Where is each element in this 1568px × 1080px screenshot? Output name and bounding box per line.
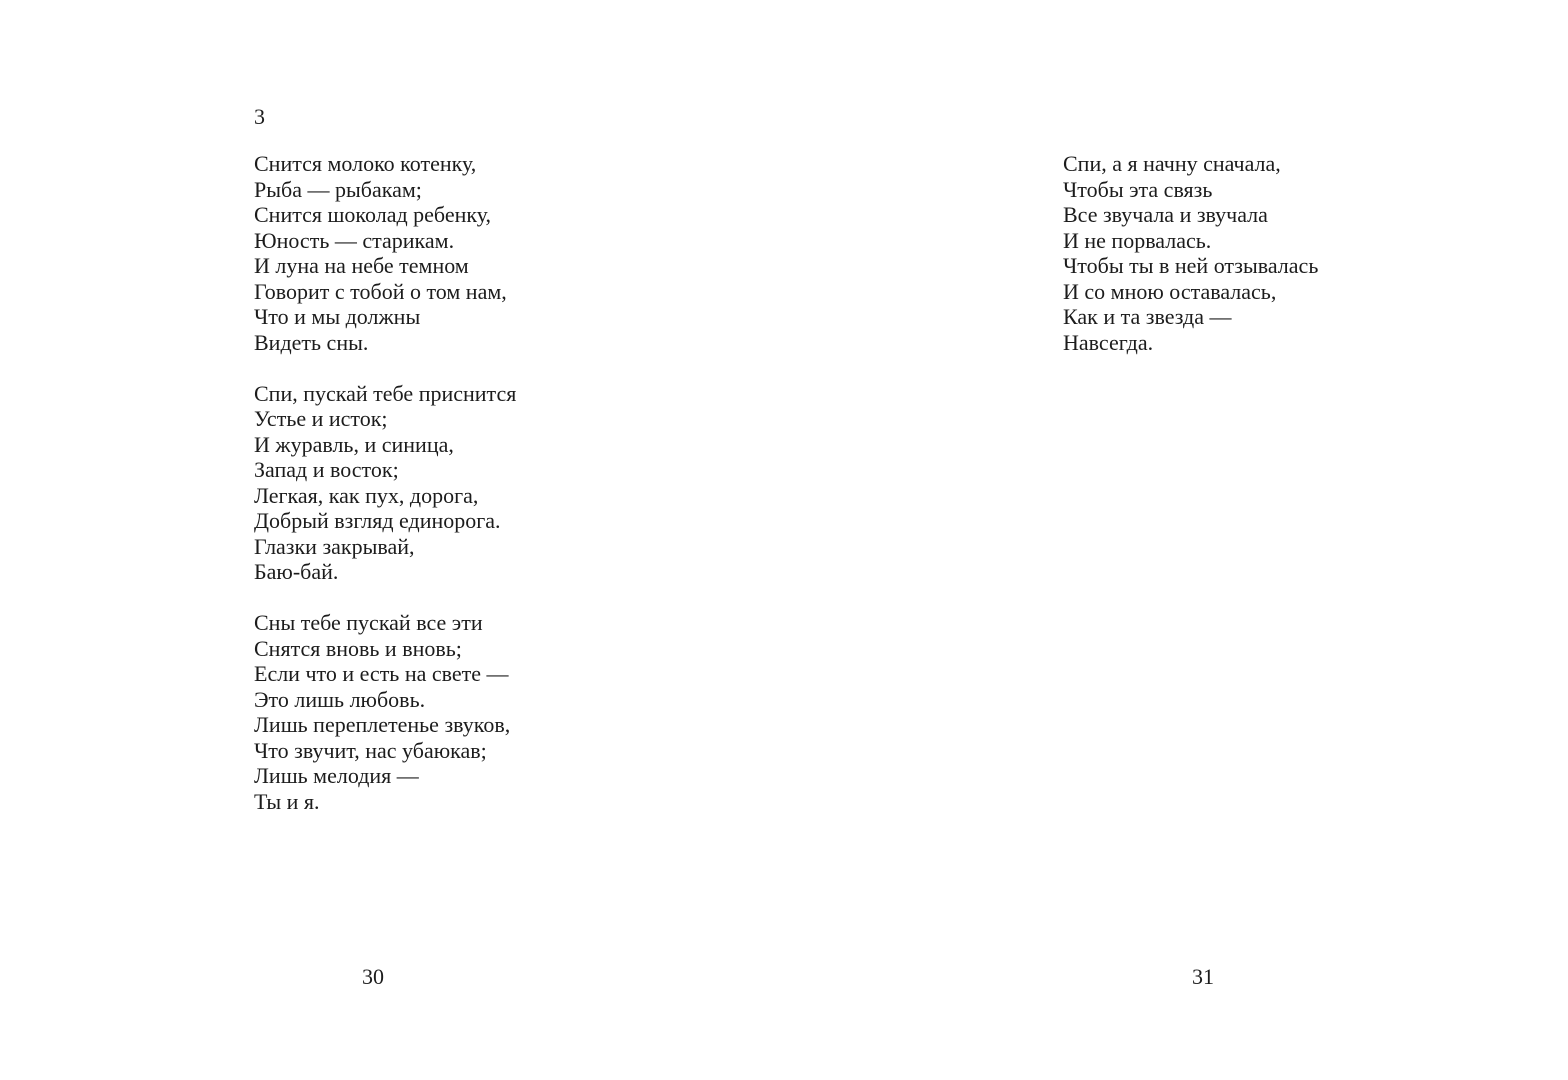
poem-line: Это лишь любовь. bbox=[254, 686, 426, 712]
poem-line: И журавль, и синица, bbox=[254, 431, 454, 457]
poem-line: Сны тебе пускай все эти bbox=[254, 610, 483, 635]
poem-line: Лишь мелодия — bbox=[254, 763, 419, 788]
poem-line: Ты и я. bbox=[254, 788, 320, 814]
poem-line: Добрый взгляд единорога. bbox=[254, 508, 501, 533]
poem-number: 3 bbox=[254, 104, 265, 129]
right-page bbox=[784, 0, 1568, 1080]
poem-line: Говорит с тобой о том нам, bbox=[254, 278, 507, 304]
poem-line: Баю-бай. bbox=[254, 559, 339, 584]
poem-line: Спи, пускай тебе приснится bbox=[254, 380, 517, 406]
page-number: 31 bbox=[1192, 964, 1214, 989]
poem-line: Все звучала и звучала bbox=[1063, 202, 1268, 227]
poem-line: Снятся вновь и вновь; bbox=[254, 635, 462, 661]
poem-line: Что и мы должны bbox=[254, 304, 421, 329]
poem-line: Глазки закрывай, bbox=[254, 533, 415, 559]
poem-line: Юность — старикам. bbox=[254, 227, 455, 253]
poem-line: И луна на небе темном bbox=[254, 253, 469, 278]
poem-line: Видеть сны. bbox=[254, 329, 369, 355]
poem-line: И со мною оставалась, bbox=[1063, 278, 1277, 304]
poem-line: Снится шоколад ребенку, bbox=[254, 202, 492, 227]
poem-line: Запад и восток; bbox=[254, 457, 399, 482]
poem-line: И не порвалась. bbox=[1063, 227, 1212, 253]
poem-line: Рыба — рыбакам; bbox=[254, 176, 422, 202]
poem-line: Лишь переплетенье звуков, bbox=[254, 712, 511, 737]
stanza bbox=[254, 151, 516, 355]
poem-line: Снится молоко котенку, bbox=[254, 151, 477, 176]
poem-text-right bbox=[1063, 151, 1318, 381]
stanza bbox=[254, 610, 516, 814]
poem-line: Что звучит, нас убаюкав; bbox=[254, 737, 487, 763]
poem-line: Спи, а я начну сначала, bbox=[1063, 151, 1281, 176]
poem-line: Чтобы эта связь bbox=[1063, 176, 1213, 202]
stanza bbox=[1063, 151, 1318, 355]
poem-line: Как и та звезда — bbox=[1063, 304, 1232, 329]
poem-line: Устье и исток; bbox=[254, 406, 388, 431]
poem-line: Легкая, как пух, дорога, bbox=[254, 482, 479, 508]
poem-text-left bbox=[254, 151, 516, 840]
stanza bbox=[254, 381, 516, 585]
poem-line: Если что и есть на свете — bbox=[254, 661, 509, 686]
poem-line: Чтобы ты в ней отзывалась bbox=[1063, 253, 1319, 278]
page-number: 30 bbox=[362, 964, 384, 989]
poem-line: Навсегда. bbox=[1063, 329, 1154, 355]
